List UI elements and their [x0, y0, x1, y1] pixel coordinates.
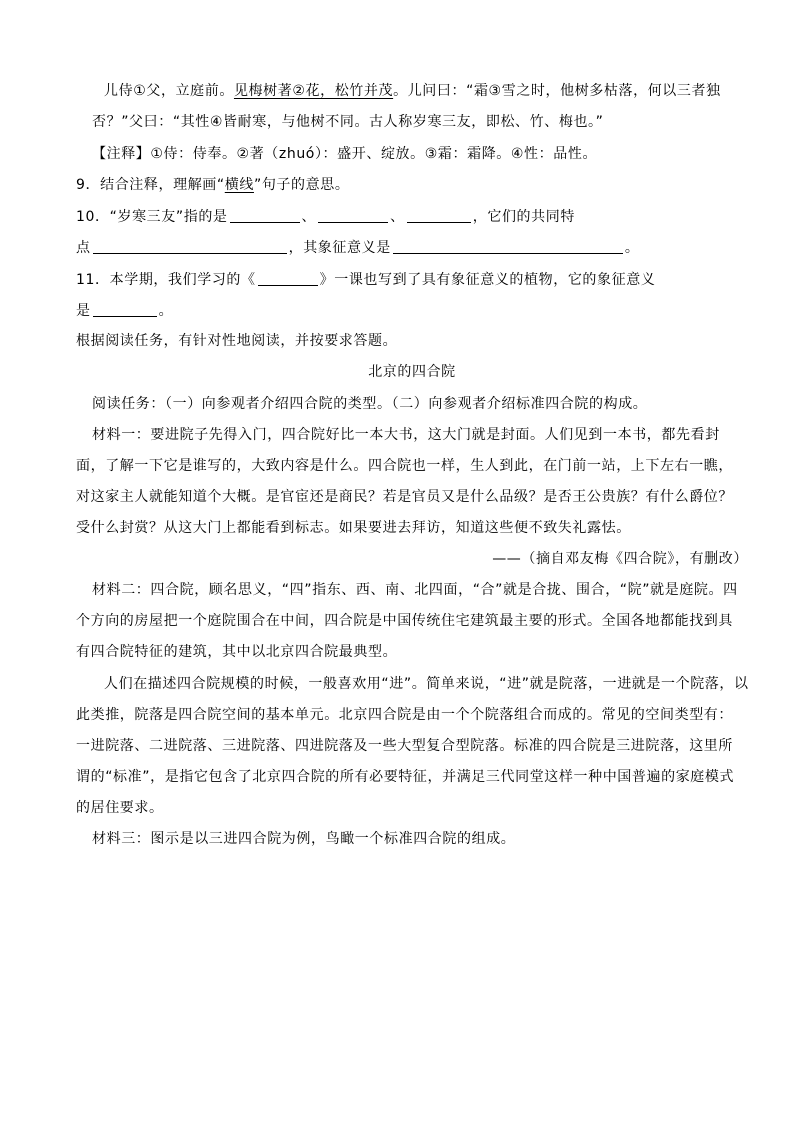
poem-line-2: 否？”父曰：“其性④皆耐寒，与他树不同。古人称岁寒三友，即松、竹、梅也。”: [92, 114, 604, 130]
material-2-line-2: 个方向的房屋把一个庭院围合在中间，四合院是中国传统住宅建筑最主要的形式。全国各地都能找到具: [76, 613, 733, 629]
material-2-para-2-line-1: 人们在描述四合院规模的时候，一般喜欢用“进”。简单来说，“进”就是院落，一进就是一个院落，以: [104, 676, 749, 692]
material-1-line-2: 面，了解一下它是谁写的，大致内容是什么。四合院也一样，生人到此，在门前一站，上下左右一瞧，: [76, 458, 733, 474]
question-11-line-1: 11．本学期，我们学习的《 》一课也写到了具有象征意义的植物，它的象征意义: [76, 272, 656, 288]
material-1-line-3: 对这家主人就能知道个大概。是官宦还是商民？若是官员又是什么品级？是否王公贵族？有什么爵位？: [76, 489, 733, 505]
poem-line-1: [104, 81, 748, 101]
answer-blank[interactable]: [407, 221, 471, 223]
answer-blank[interactable]: [93, 315, 157, 317]
question-10-line-2: 点 ，其象征意义是 。: [76, 240, 640, 256]
question-9: 9．结合注释，理解画“横线”句子的意思。: [76, 177, 350, 193]
answer-blank[interactable]: [230, 221, 300, 223]
material-2-line-3: 有四合院特征的建筑，其中以北京四合院最典型。: [76, 644, 398, 660]
material-2-para-2-line-3: 一进院落、二进院落、三进院落、四进院落及一些大型复合型院落。标准的四合院是三进院落，这里所: [76, 738, 733, 754]
answer-blank[interactable]: [93, 252, 287, 254]
material-1-line-1: 材料一：要进院子先得入门，四合院好比一本大书，这大门就是封面。人们见到一本书，都先看封: [92, 427, 720, 443]
answer-blank[interactable]: [393, 252, 623, 254]
reading-task: 阅读任务：（一）向参观者介绍四合院的类型。（二）向参观者介绍标准四合院的构成。: [92, 396, 648, 412]
underlined-sentence: 见梅树著②花，松竹并茂: [233, 83, 394, 99]
poem-text: 儿侍①父，立庭前。: [104, 83, 234, 99]
article-title: 北京的四合院: [368, 364, 456, 380]
instruction: 根据阅读任务，有针对性地阅读，并按要求答题。: [76, 333, 398, 349]
answer-blank[interactable]: [318, 221, 388, 223]
material-2-para-2-line-5: 的居住要求。: [76, 800, 164, 816]
material-3: 材料三：图示是以三进四合院为例，鸟瞰一个标准四合院的组成。: [92, 831, 516, 847]
material-1-line-4: 受什么封赏？从这大门上都能看到标志。如果要进去拜访，知道这些便不致失礼露怯。: [76, 520, 631, 536]
material-2-line-1: 材料二：四合院，顾名思义，“四”指东、西、南、北四面，“合”就是合拢、围合，“院”就是庭院。四: [92, 582, 738, 598]
material-2-para-2-line-2: 此类推，院落是四合院空间的基本单元。北京四合院是由一个个院落组合而成的。常见的空间类型有：: [76, 707, 733, 723]
notes: 【注释】①侍：侍奉。②著（zhuó）：盛开、绽放。③霜：霜降。④性：品性。: [92, 146, 598, 162]
answer-blank[interactable]: [258, 284, 318, 286]
underlined-word: 横线: [224, 177, 254, 193]
material-1-source: ——（摘自邓友梅《四合院》，有删改）: [492, 551, 748, 567]
question-11-line-2: 是 。: [76, 303, 174, 319]
question-10-line-1: 10．“岁寒三友”指的是 、 、 ，它们的共同特: [76, 209, 575, 225]
poem-text: 。儿问曰：“霜③雪之时，他树多枯落，何以三者独: [393, 83, 721, 99]
material-2-para-2-line-4: 谓的“标准”，是指它包含了北京四合院的所有必要特征，并满足三代同堂这样一种中国普遍的家庭模式: [76, 769, 735, 785]
